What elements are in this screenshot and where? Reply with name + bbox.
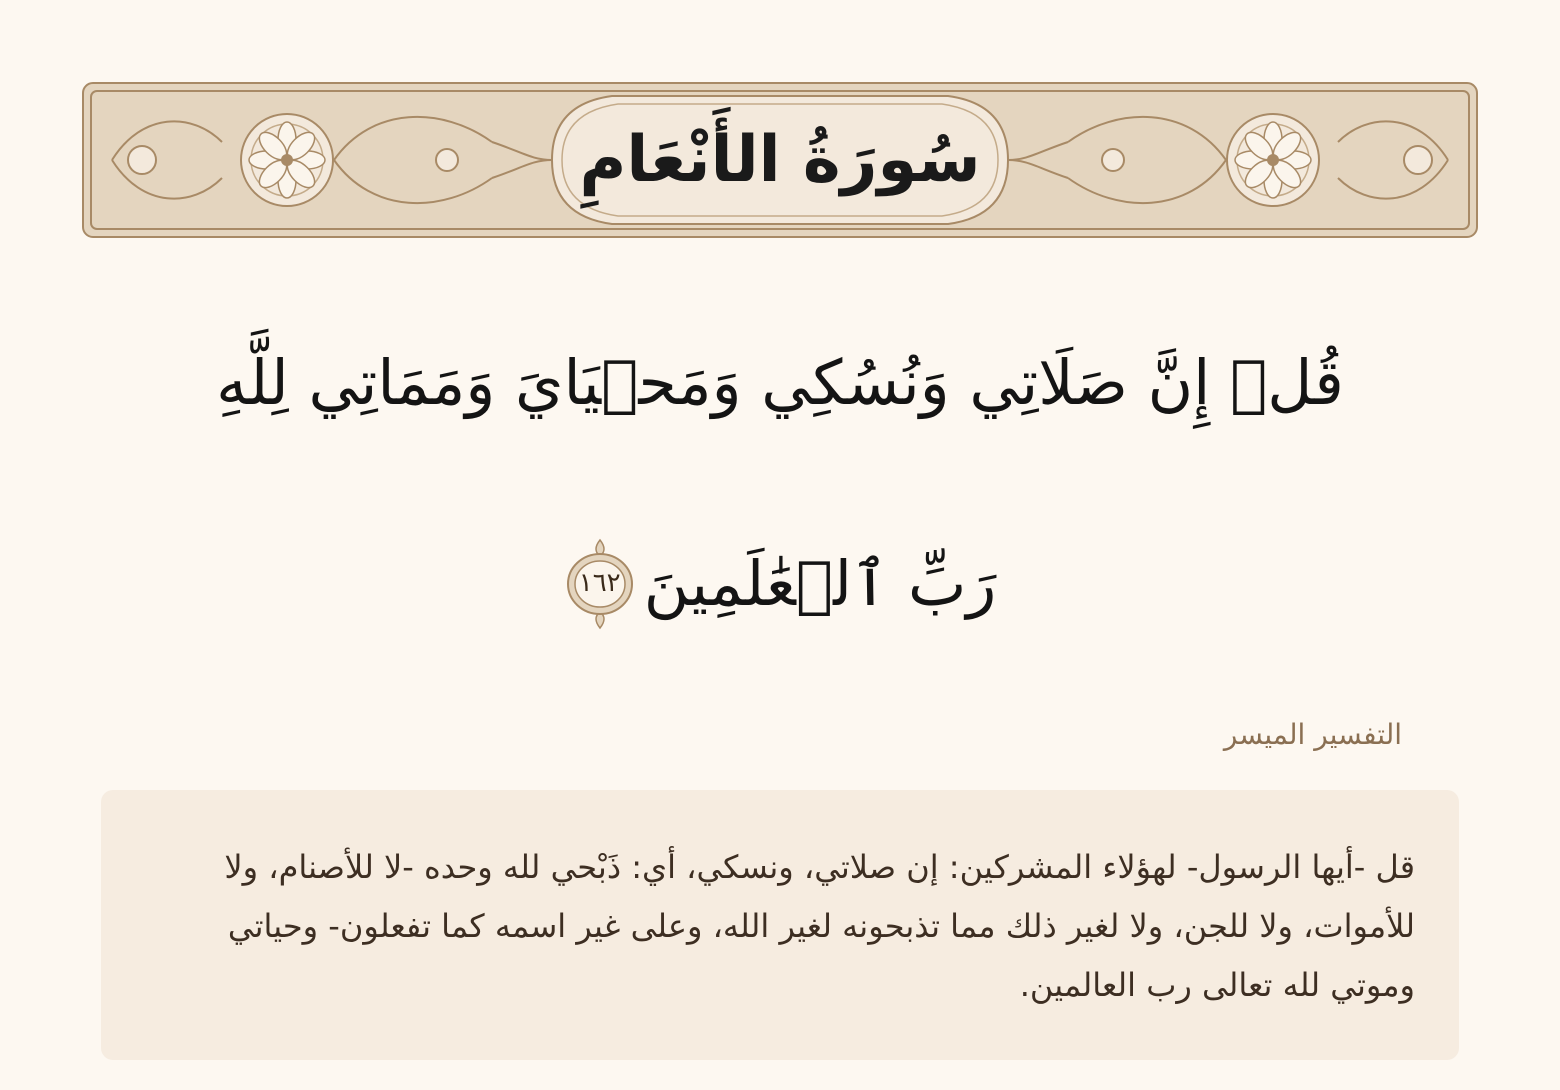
tafsir-box (101, 790, 1459, 1060)
verse-line-2 (120, 536, 1440, 632)
surah-header-banner (82, 82, 1478, 238)
tafsir-text: قل -أيها الرسول- لهؤلاء المشركين: إن صلاتي، ونسكي، أي: ذَبْحي لله وحده -لا للأصنام، ولا للأموات، ولا للجن، ولا لغير ذلك مما تذبحونه لغير الله، وعلى غير اسمه كما تفعلون- وحياتي وموتي لله تعالى رب العالمين. (224, 848, 1415, 1004)
ayah-number: ١٦٢ (578, 568, 621, 598)
surah-title: سُورَةُ الأَنْعَامِ (579, 123, 981, 197)
tafsir-label: التفسير الميسر (1223, 718, 1402, 751)
verse-line-1: قُلۡ إِنَّ صَلَاتِي وَنُسُكِي وَمَحۡيَايَ وَمَمَاتِي لِلَّهِ (216, 346, 1344, 419)
verse-line-2-text: رَبِّ ٱلۡعَٰلَمِينَ (643, 547, 997, 620)
ayah-number-marker (564, 536, 636, 632)
